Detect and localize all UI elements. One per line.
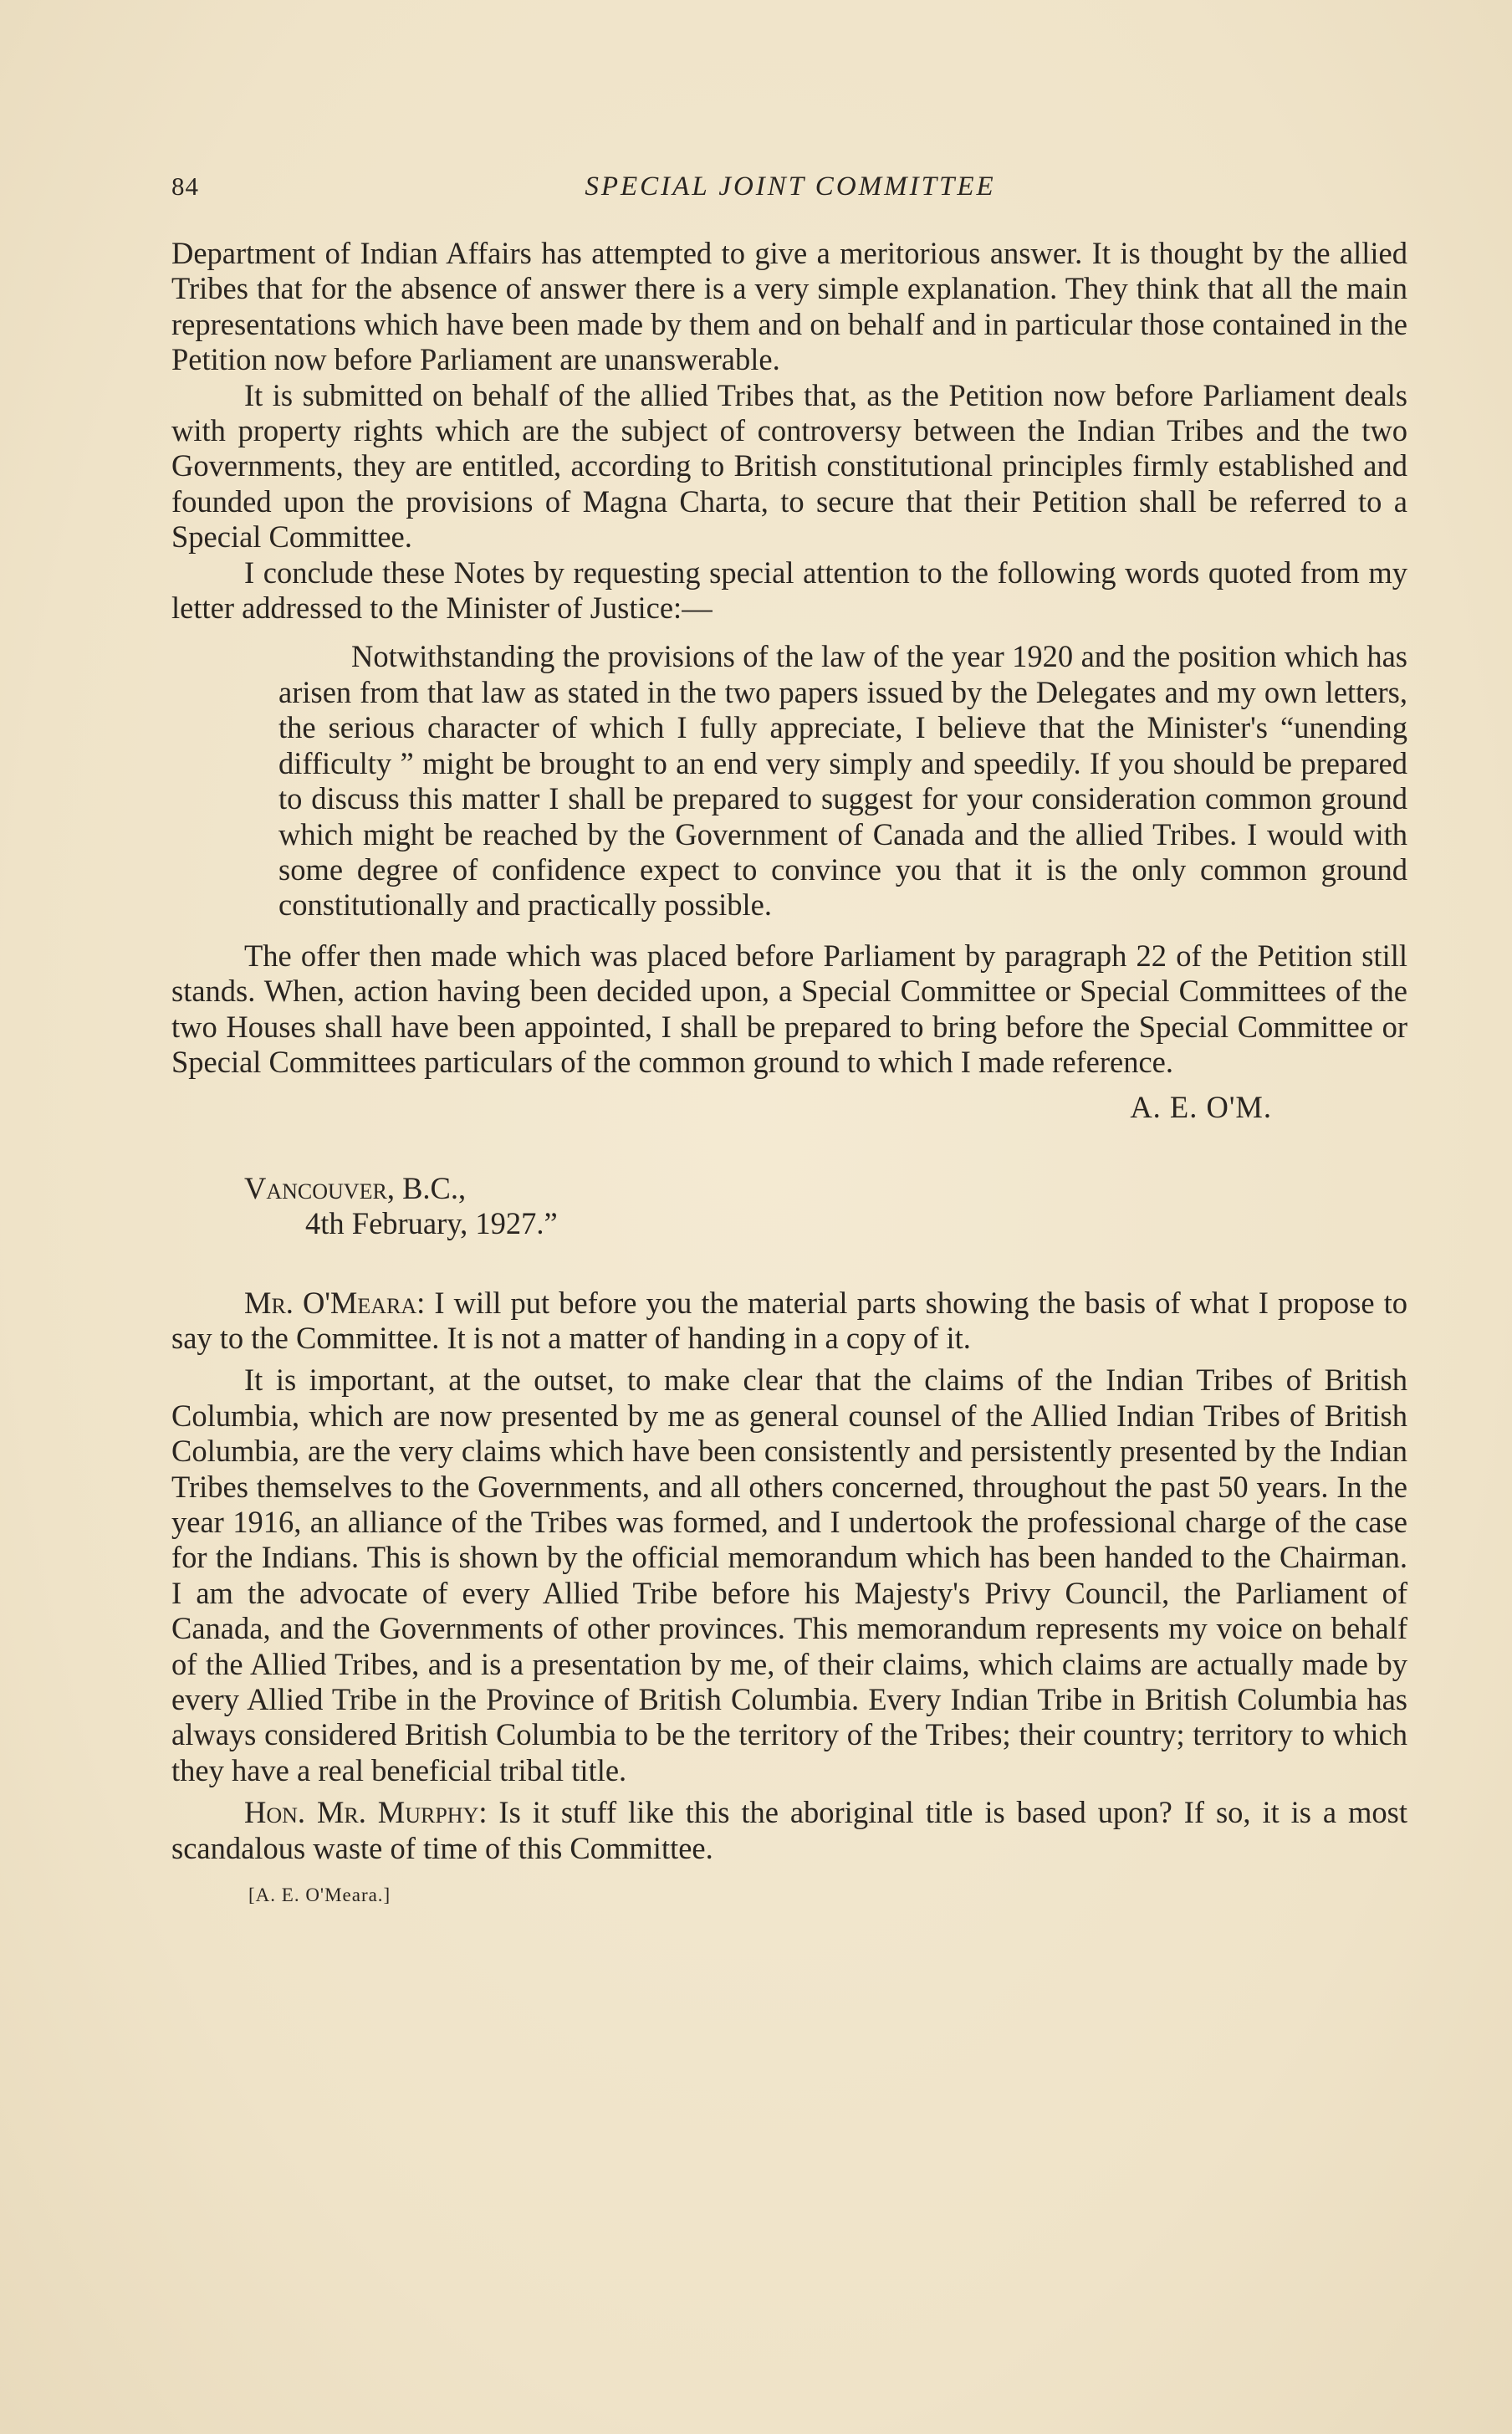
letter-date: 4th February, 1927.” [305,1206,558,1241]
letter-place [171,1171,1407,1206]
speaker-omeara: Mr. O'Meara [244,1285,417,1320]
paragraph-7 [171,1795,1407,1866]
paragraph-2: It is submitted on behalf of the allied Tribes that, as the Petition now before Parliament deals with property rights which are the subject of controversy between the Indian Tribes and the two Governments, they are entitled, according to British constitutional principles firmly established and founded upon the provisions of Magna Charta, to secure that their Petition shall be referred to a Special Committee. [171,377,1407,555]
paragraph-5-text: : I will put before you the material parts showing the basis of what I propose to say to the Committee. It is not a matter of handing in a copy of it. [171,1285,1407,1355]
speaker-murphy: Hon. Mr. Murphy [244,1795,479,1830]
paragraph-4: The offer then made which was placed before Parliament by paragraph 22 of the Petition still stands. When, action having been decided upon, a Special Committee or Special Committees of the two Houses shall have been appointed, I shall be prepared to bring before the Special Committee or Special Committees particulars of the common ground to which I made reference. [171,938,1407,1079]
place-name: Vancouver [244,1170,387,1205]
page-header [171,171,1409,213]
footer-note: [A. E. O'Meara.] [248,1884,391,1906]
signature-initials: A. E. O'M. [1130,1090,1272,1125]
paragraph-7-text: : Is it stuff like this the aboriginal title is based upon? If so, it is a most scandalous waste of time of this Committee. [171,1795,1408,1865]
page-body [171,236,1407,1913]
paragraph-5 [171,1286,1407,1357]
paragraph-1: Department of Indian Affairs has attempted to give a meritorious answer. It is thought by the allied Tribes that for the absence of answer there is a very simple explanation. They think that all the main representations which have been made by them and on behalf and in particular those contained in the Petition now before Parliament are unanswerable. [171,236,1407,377]
running-head: SPECIAL JOINT COMMITTEE [585,171,996,202]
paragraph-3: I conclude these Notes by requesting special attention to the following words quoted from my letter addressed to the Minister of Justice:— [171,555,1407,626]
place-suffix: , B.C., [386,1170,467,1205]
page-number: 84 [171,171,199,201]
block-quote: Notwithstanding the provisions of the law of the year 1920 and the position which has arisen from that law as stated in the two papers issued by the Delegates and my own letters, the serious character of which I fully appreciate, I believe that the Minister's “unending difficulty ” might be brought to an end very simply and speedily. If you should be prepared to discuss this matter I shall be prepared to suggest for your consideration common ground which might be reached by the Government of Canada and the allied Tribes. I would with some degree of confidence expect to convince you that it is the only common ground constitutionally and practically possible. [278,639,1407,923]
paragraph-6: It is important, at the outset, to make clear that the claims of the Indian Tribes of British Columbia, which are now presented by me as general counsel of the Allied Indian Tribes of British Columbia, are the very claims which have been consistently and persistently presented by the Indian Tribes themselves to the Governments, and all others concerned, throughout the past 50 years. In the year 1916, an alliance of the Tribes was formed, and I undertook the professional charge of the case for the Indians. This is shown by the official memorandum which has been handed to the Chairman. I am the advocate of every Allied Tribe before his Majesty's Privy Council, the Parliament of Canada, and the Governments of other provinces. This memorandum represents my voice on behalf of the Allied Tribes, and is a presentation by me, of their claims, which claims are actually made by every Allied Tribe in the Province of British Columbia. Every Indian Tribe in British Columbia has always considered British Columbia to be the territory of the Tribes; their country; territory to which they have a real beneficial tribal title. [171,1363,1407,1787]
